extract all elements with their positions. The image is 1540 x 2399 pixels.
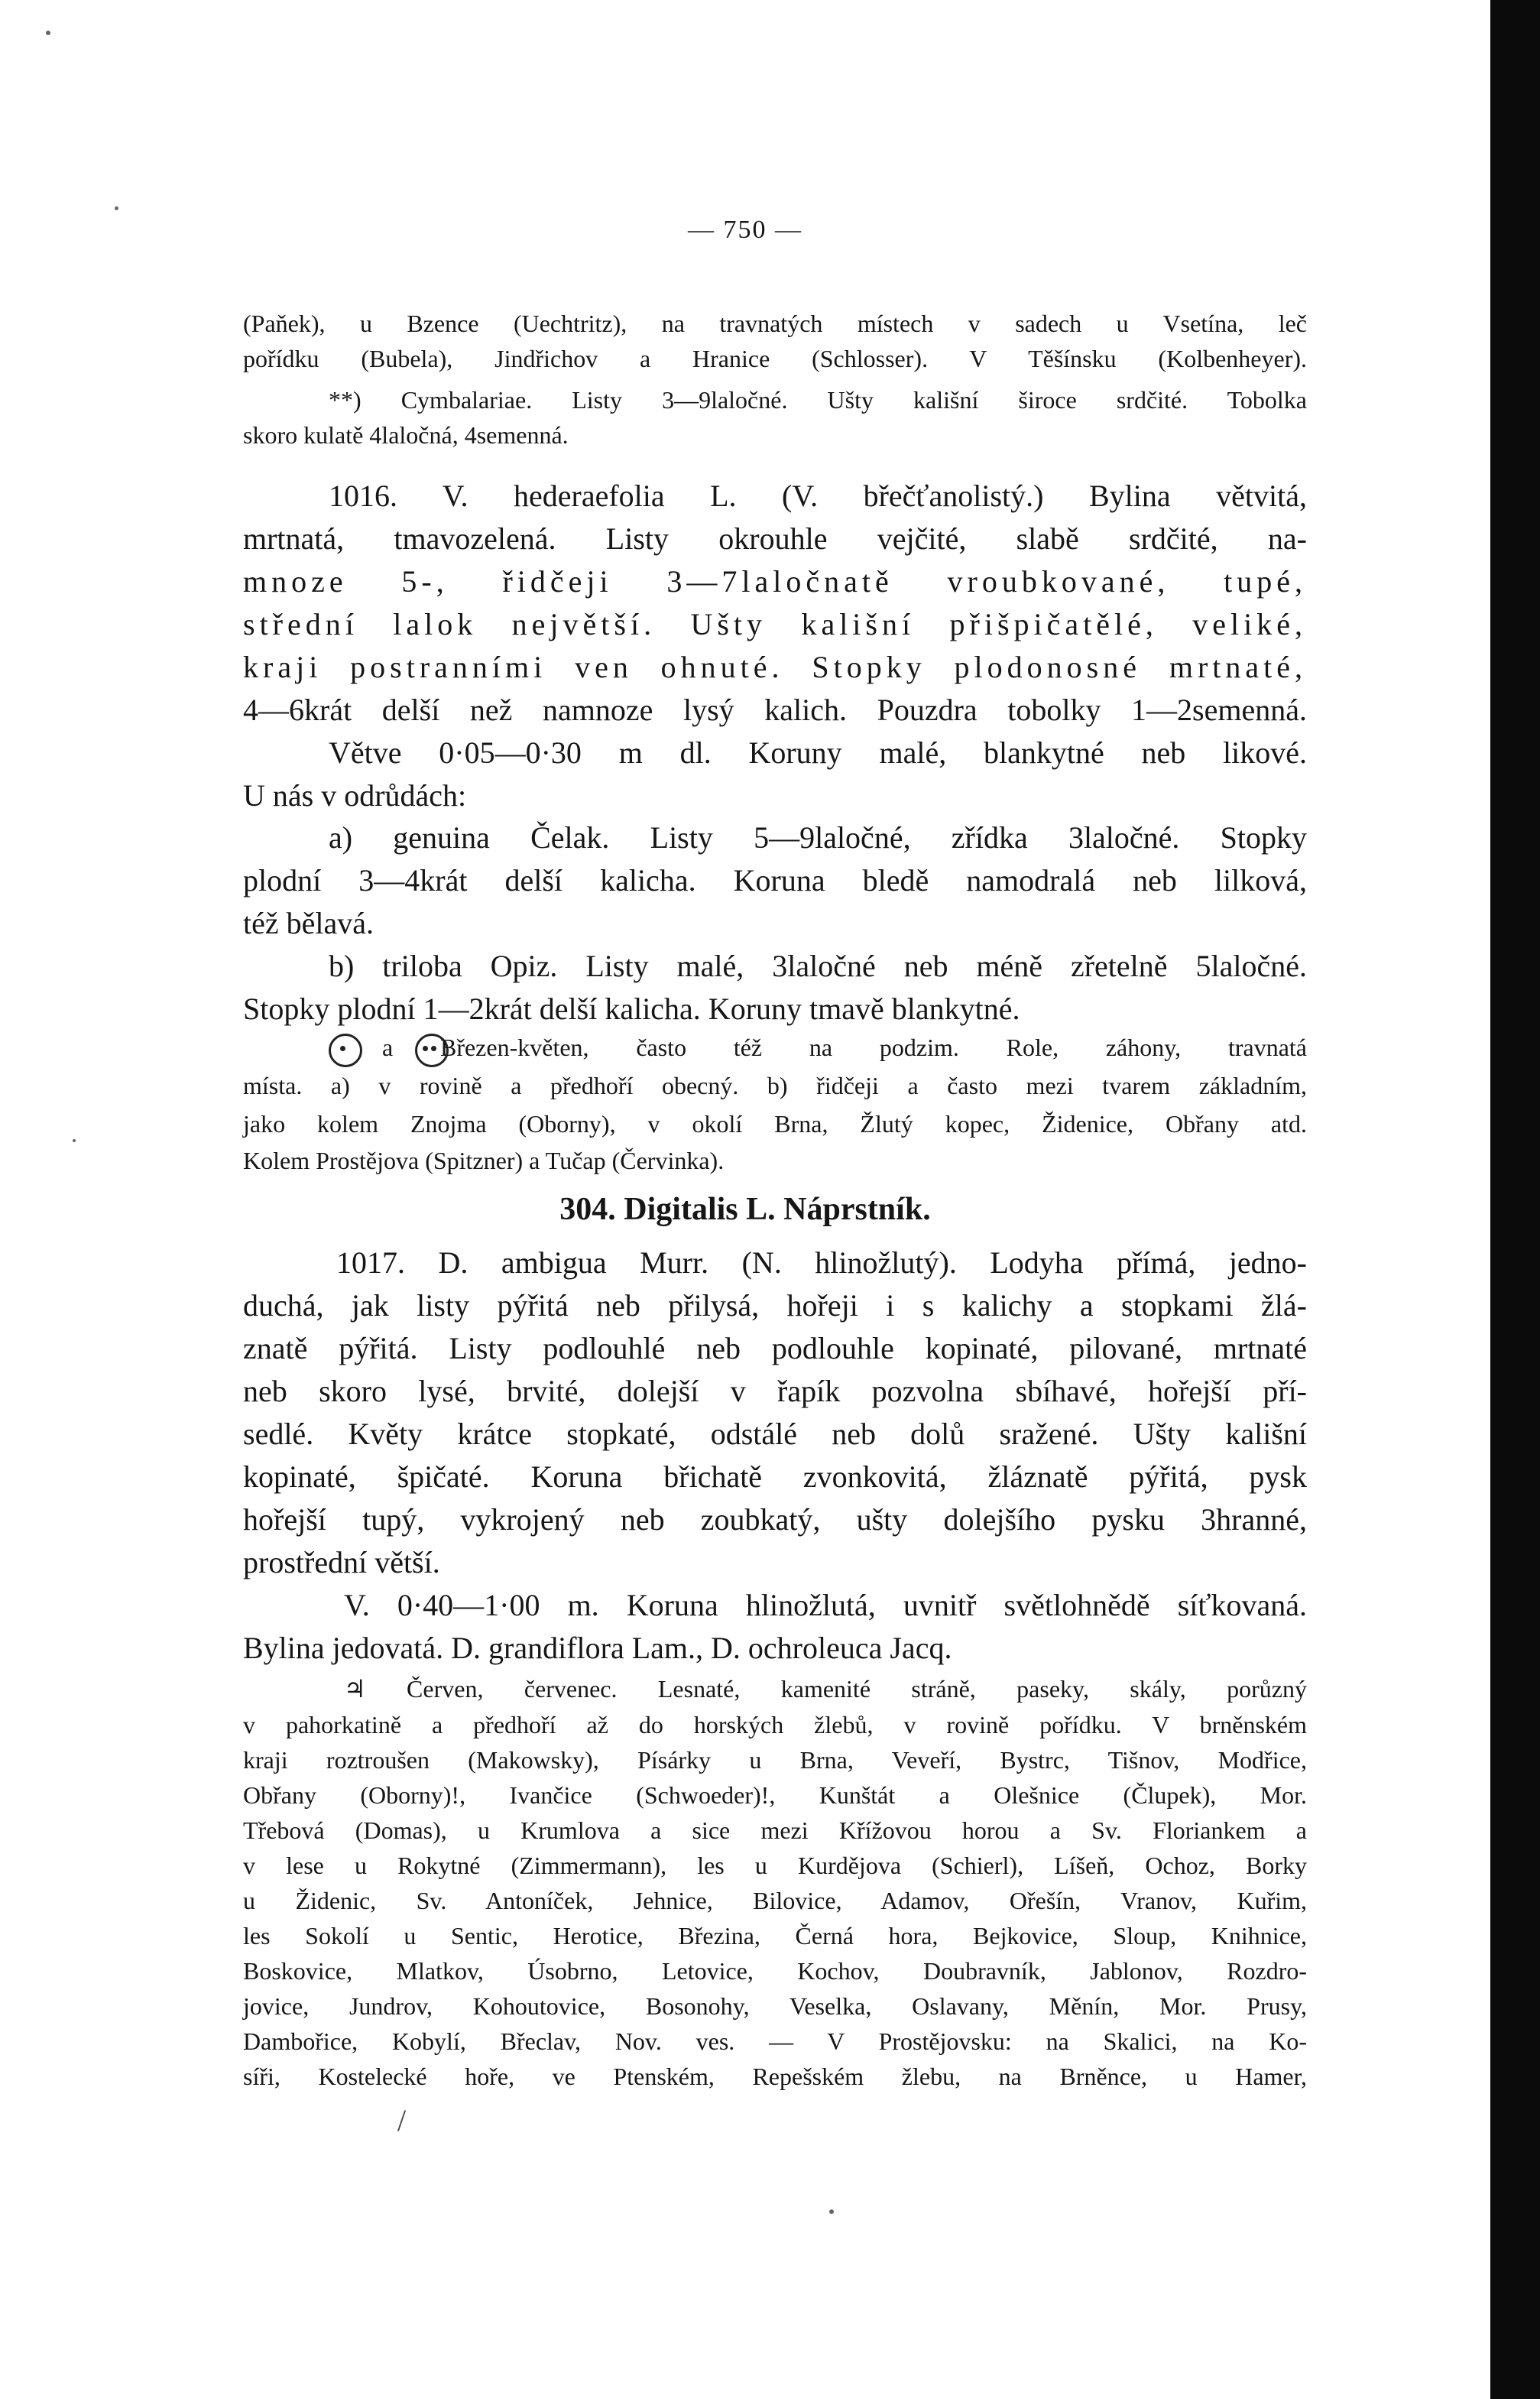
text-line: mnoze 5-, řidčeji 3—7laločnatě vroubkované, tupé,: [243, 564, 1307, 599]
text-line: střední lalok největší. Ušty kališní přišpičatělé, veliké,: [243, 607, 1307, 641]
text-line: Obřany (Oborny)!, Ivančice (Schwoeder)!, Kunštát a Olešnice (Člupek), Mor.: [243, 1781, 1307, 1809]
text-line: též bělavá.: [243, 906, 374, 940]
text-line: pořídku (Bubela), Jindřichov a Hranice (Schlosser). V Těšínsku (Kolbenheyer).: [243, 345, 1307, 372]
text-line: sedlé. Květy krátce stopkaté, odstálé neb dolů sražené. Ušty kališní: [243, 1417, 1307, 1451]
text-line: Dambořice, Kobylí, Břeclav, Nov. ves. — V Prostějovsku: na Skalici, na Ko-: [243, 2027, 1307, 2055]
scan-edge-bar: [1490, 0, 1540, 2399]
text-line: skoro kulatě 4laločná, 4semenná.: [243, 421, 569, 449]
annual-icon: [329, 1034, 362, 1067]
text-line: (Paňek), u Bzence (Uechtritz), na travnatých místech v sadech u Vsetína, leč: [243, 310, 1307, 337]
annual-symbols: [329, 1034, 362, 1067]
text-line: V. 0·40—1·00 m. Koruna hlinožlutá, uvnitř světlohnědě síťkovaná.: [344, 1588, 1307, 1622]
text-line: u Židenic, Sv. Antoníček, Jehnice, Bilovice, Adamov, Ořešín, Vranov, Kuřim,: [243, 1887, 1307, 1914]
scan-speck: [115, 206, 118, 210]
text-line: **) Cymbalariae. Listy 3—9laločné. Ušty kališní široce srdčité. Tobolka: [329, 386, 1307, 414]
scan-speck: [73, 1139, 76, 1142]
page-number: — 750 —: [688, 216, 802, 244]
text-line: jovice, Jundrov, Kohoutovice, Bosonohy, Veselka, Oslavany, Měnín, Mor. Prusy,: [243, 1992, 1307, 2020]
text-line: v pahorkatině a předhoří až do horských žlebů, v rovině pořídku. V brněnském: [243, 1711, 1307, 1738]
variety-a: a) genuina Čelak. Listy 5—9laločné, zřídka 3laločné. Stopky: [329, 820, 1307, 855]
text-line: Stopky plodní 1—2krát delší kalicha. Koruny tmavě blankytné.: [243, 992, 1020, 1026]
scan-speck: [829, 2209, 834, 2214]
text-line: znatě pýřitá. Listy podlouhlé neb podlouhle kopinaté, pilované, mrtnaté: [243, 1331, 1307, 1365]
text-line: neb skoro lysé, brvité, dolejší v řapík pozvolna sbíhavé, hořejší pří-: [243, 1374, 1307, 1408]
text-line: mrtnatá, tmavozelená. Listy okrouhle vejčité, slabě srdčité, na-: [243, 521, 1307, 556]
text-line: plodní 3—4krát delší kalicha. Koruna bledě namodralá neb lilková,: [243, 863, 1307, 898]
text-line: 4—6krát delší než namnoze lysý kalich. Pouzdra tobolky 1—2semenná.: [243, 693, 1307, 727]
species-heading-1016: 1016. V. hederaefolia L. (V. břečťanolistý.) Bylina větvitá,: [329, 479, 1307, 513]
text-line: síři, Kostelecké hoře, ve Ptenském, Repešském žlebu, na Brněnce, u Hamer,: [243, 2063, 1307, 2090]
text-line: Bylina jedovatá. D. grandiflora Lam., D. ochroleuca Jacq.: [243, 1631, 952, 1665]
text-line: les Sokolí u Sentic, Herotice, Březina, Černá hora, Bejkovice, Sloup, Knihnice,: [243, 1922, 1307, 1949]
text-line: ♃ Červen, červenec. Lesnaté, kamenité stráně, paseky, skály, porůzný: [344, 1675, 1307, 1703]
text-line: kraji postranními ven ohnuté. Stopky plodonosné mrtnaté,: [243, 650, 1307, 684]
genus-heading: 304. Digitalis L. Náprstník.: [559, 1192, 931, 1227]
text-line: prostřední větší.: [243, 1545, 440, 1579]
species-heading-1017: 1017. D. ambigua Murr. (N. hlinožlutý). Lodyha přímá, jedno-: [336, 1245, 1307, 1280]
text-line: Boskovice, Mlatkov, Úsobrno, Letovice, Kochov, Doubravník, Jablonov, Rozdro-: [243, 1957, 1307, 1985]
text-line: Kolem Prostějova (Spitzner) a Tučap (Červinka).: [243, 1147, 725, 1174]
pen-mark: /: [397, 2103, 407, 2138]
variety-b: b) triloba Opiz. Listy malé, 3laločné neb méně zřetelně 5laločné.: [329, 949, 1307, 983]
text-line: U nás v odrůdách:: [243, 778, 467, 813]
text-line: hořejší tupý, vykrojený neb zoubkatý, ušty dolejšího pysku 3hranné,: [243, 1502, 1307, 1537]
text-line: a Březen-květen, často též na podzim. Role, záhony, travnatá: [382, 1034, 1307, 1061]
text-line: Větve 0·05—0·30 m dl. Koruny malé, blankytné neb likové.: [329, 735, 1307, 770]
text-line: v lese u Rokytné (Zimmermann), les u Kurdějova (Schierl), Líšeň, Ochoz, Borky: [243, 1852, 1307, 1879]
text-line: duchá, jak listy pýřitá neb přilysá, hořeji i s kalichy a stopkami žlá-: [243, 1288, 1307, 1323]
scan-speck: [46, 31, 50, 35]
text-line: kraji roztroušen (Makowsky), Písárky u Brna, Veveří, Bystrc, Tišnov, Modřice,: [243, 1746, 1307, 1774]
text-line: Třebová (Domas), u Krumlova a sice mezi Křížovou horou a Sv. Floriankem a: [243, 1816, 1307, 1844]
text-line: kopinaté, špičaté. Koruna břichatě zvonkovitá, žláznatě pýřitá, pysk: [243, 1459, 1307, 1494]
text-line: jako kolem Znojma (Oborny), v okolí Brna, Žlutý kopec, Židenice, Obřany atd.: [243, 1110, 1307, 1138]
text-line: místa. a) v rovině a předhoří obecný. b) řidčeji a často mezi tvarem základním,: [243, 1072, 1307, 1099]
